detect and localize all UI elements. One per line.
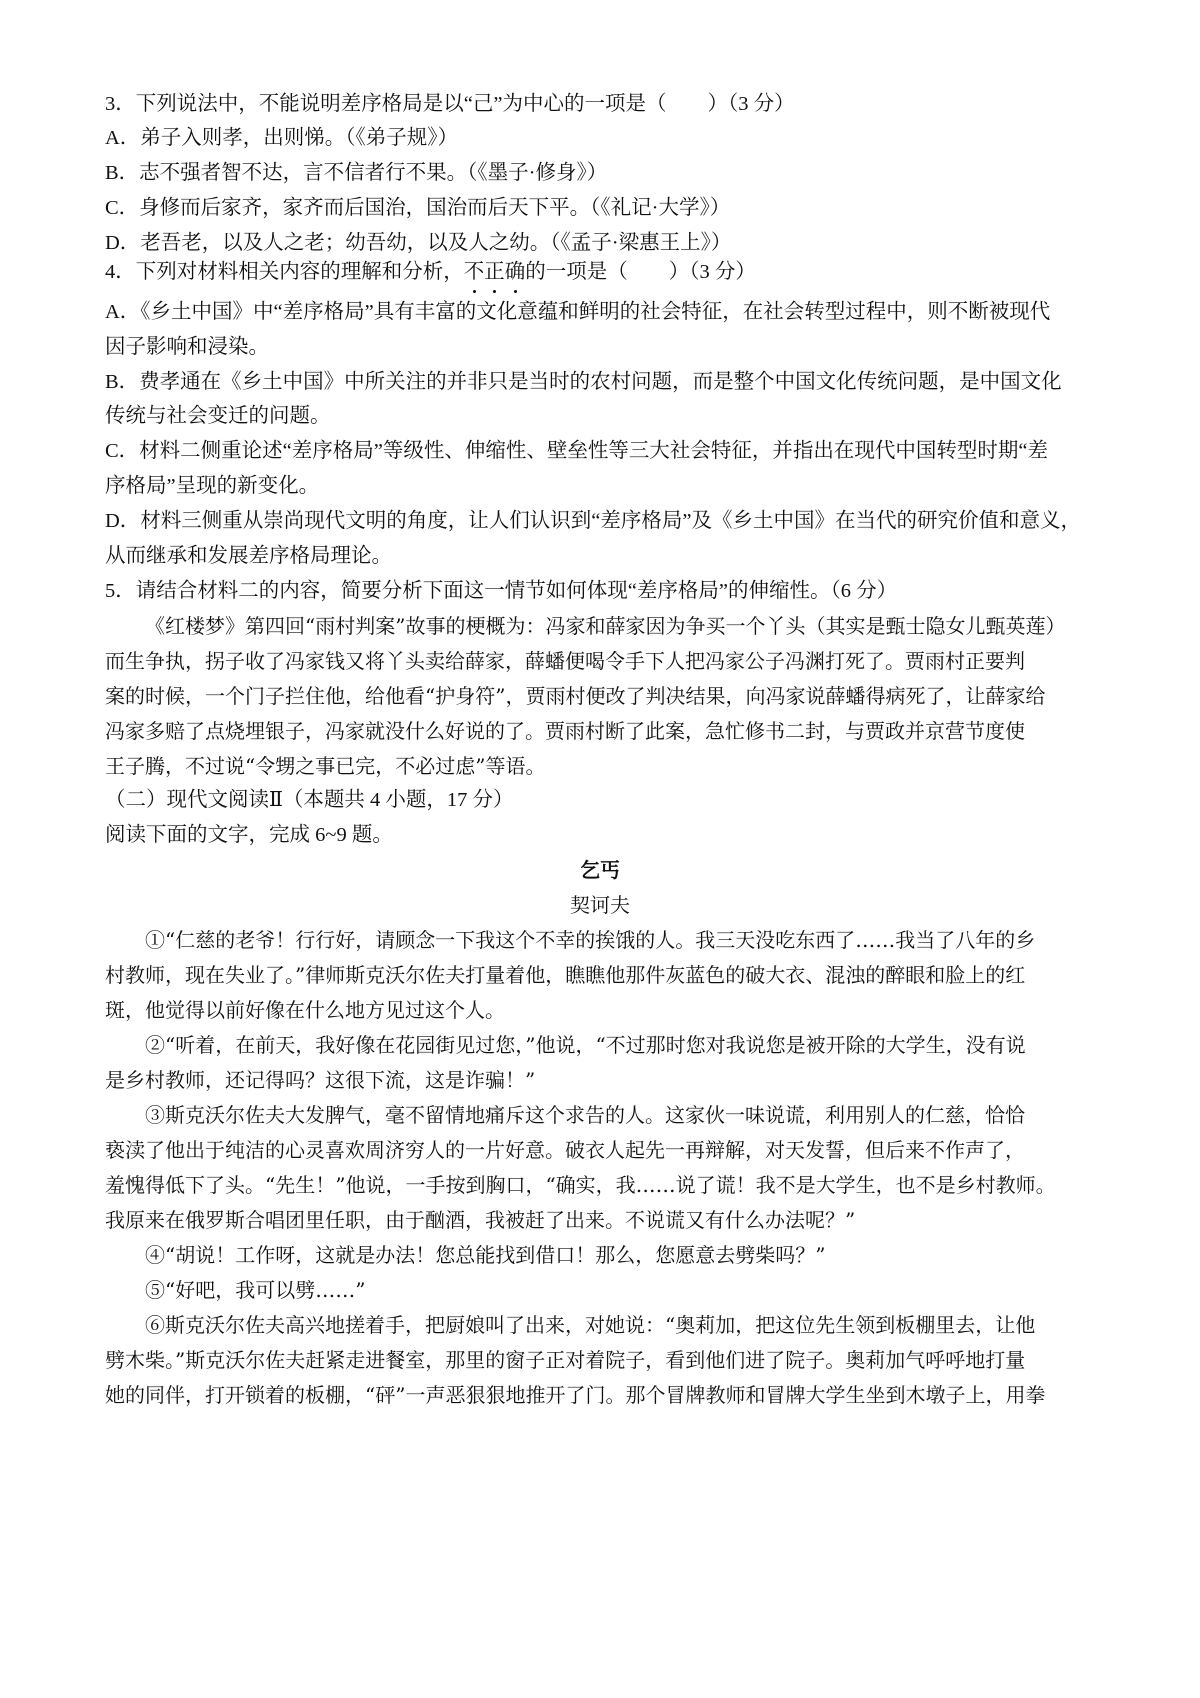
- q3-option-b: B．志不强者智不达，言不信者行不果。（《墨子·修身》）: [105, 162, 608, 184]
- q3-stem: 3．下列说法中，不能说明差序格局是以“己”为中心的一项是（ ）（3 分）: [105, 93, 795, 115]
- q4-option-b-line2: 传统与社会变迁的问题。: [105, 405, 331, 427]
- story-paragraph-line: ⑤“好吧，我可以劈……”: [145, 1278, 366, 1302]
- story-author: 契诃夫: [570, 893, 630, 917]
- story-paragraph-line: ③斯克沃尔佐夫大发脾气，毫不留情地痛斥这个求告的人。这家伙一味说谎，利用别人的仁慈，恰恰: [145, 1103, 1025, 1127]
- story-paragraph-line: ①“仁慈的老爷！行行好，请顾念一下我这个不幸的挨饿的人。我三天没吃东西了……我当了八年的乡: [145, 928, 1036, 952]
- q4-stem-pre: 4．下列对材料相关内容的理解和分析，: [105, 261, 464, 283]
- story-paragraph-line: 亵渎了他出于纯洁的心灵喜欢周济穷人的一片好意。破衣人起先一再辩解，对天发誓，但后来不作声了，: [105, 1138, 1025, 1162]
- story-paragraph-line: 斑，他觉得以前好像在什么地方见过这个人。: [105, 998, 505, 1022]
- section-instruction: 阅读下面的文字，完成 6~9 题。: [105, 824, 393, 846]
- story-paragraph-line: 她的同伴，打开锁着的板棚，“砰”一声恶狠狠地推开了门。那个冒牌教师和冒牌大学生坐到木墩子上，用拳: [105, 1383, 1046, 1407]
- q4-option-c-line1: C．材料二侧重论述“差序格局”等级性、伸缩性、壁垒性等三大社会特征，并指出在现代中国转型时期“差: [105, 440, 1048, 462]
- story-paragraph-line: 羞愧得低下了头。“先生！”他说，一手按到胸口，“确实，我……说了谎！我不是大学生，也不是乡村教师。: [105, 1173, 1056, 1197]
- q3-option-a: A．弟子入则孝，出则悌。（《弟子规》）: [105, 127, 459, 149]
- q5-passage-line: 案的时候，一个门子拦住他，给他看“护身符”，贾雨村便改了判决结果，向冯家说薛蟠得病死了，让薛家给: [105, 684, 1046, 708]
- story-paragraph-line: 劈木柴。”斯克沃尔佐夫赶紧走进餐室，那里的窗子正对着院子，看到他们进了院子。奥莉加气呼呼地打量: [105, 1348, 1026, 1372]
- story-paragraph-line: 我原来在俄罗斯合唱团里任职，由于酗酒，我被赶了出来。不说谎又有什么办法呢？”: [105, 1208, 856, 1232]
- q5-stem: 5．请结合材料二的内容，简要分析下面这一情节如何体现“差序格局”的伸缩性。（6 分）: [105, 580, 898, 602]
- q4-option-a-line2: 因子影响和浸染。: [105, 336, 269, 358]
- story-paragraph-line: 是乡村教师，还记得吗？这很下流，这是诈骗！”: [105, 1068, 536, 1092]
- q3-option-d: D．老吾老，以及人之老；幼吾幼，以及人之幼。（《孟子·梁惠王上》）: [105, 232, 732, 254]
- q4-option-a-line1: A．《乡土中国》中“差序格局”具有丰富的文化意蕴和鲜明的社会特征，在社会转型过程中，则不断被现代: [105, 301, 1051, 323]
- q5-passage-line: 冯家多赔了点烧埋银子，冯家就没什么好说的了。贾雨村断了此案，急忙修书二封，与贾政并京营节度使: [105, 719, 1025, 743]
- emphasis-char: 确: [505, 258, 526, 286]
- story-paragraph-line: ④“胡说！工作呀，这就是办法！您总能找到借口！那么，您愿意去劈柴吗？”: [145, 1243, 826, 1267]
- q5-passage-line: 王子腾，不过说“令甥之事已完，不必过虑”等语。: [105, 754, 546, 778]
- emphasis-char: 不: [464, 258, 485, 286]
- section-header: （二）现代文阅读Ⅱ（本题共 4 小题，17 分）: [105, 789, 514, 811]
- q3-option-c: C．身修而后家齐，家齐而后国治，国治而后天下平。（《礼记·大学》）: [105, 197, 731, 219]
- story-paragraph-line: ⑥斯克沃尔佐夫高兴地搓着手，把厨娘叫了出来，对她说：“奥莉加，把这位先生领到板棚里去，让他: [145, 1313, 1036, 1337]
- q4-option-b-line1: B．费孝通在《乡土中国》中所关注的并非只是当时的农村问题，而是整个中国文化传统问题，是中国文化: [105, 371, 1062, 393]
- story-paragraph-line: 村教师，现在失业了。”律师斯克沃尔佐夫打量着他，瞧瞧他那件灰蓝色的破大衣、混浊的醉眼和脸上的红: [105, 963, 1026, 987]
- q5-passage-line: 而生争执，拐子收了冯家钱又将丫头卖给薛家，薛蟠便喝令手下人把冯家公子冯渊打死了。贾雨村正要判: [105, 649, 1025, 673]
- emphasis-char: 正: [484, 258, 505, 286]
- q4-option-d-line2: 从而继承和发展差序格局理论。: [105, 545, 392, 567]
- story-title: 乞丐: [580, 858, 620, 882]
- q4-option-d-line1: D．材料三侧重从崇尚现代文明的角度，让人们认识到“差序格局”及《乡土中国》在当代的研究价值和意义，: [105, 510, 1081, 532]
- q4-stem: [105, 258, 1105, 286]
- q4-option-c-line2: 序格局”呈现的新变化。: [105, 475, 320, 497]
- q5-passage-line: 《红楼梦》第四回“雨村判案”故事的梗概为：冯家和薛家因为争买一个丫头（其实是甄士隐女儿甄英莲）: [145, 614, 1066, 638]
- q4-stem-post: 的一项是（ ）（3 分）: [525, 261, 756, 283]
- story-paragraph-line: ②“听着，在前天，我好像在花园街见过您，”他说，“不过那时您对我说您是被开除的大学生，没有说: [145, 1033, 1026, 1057]
